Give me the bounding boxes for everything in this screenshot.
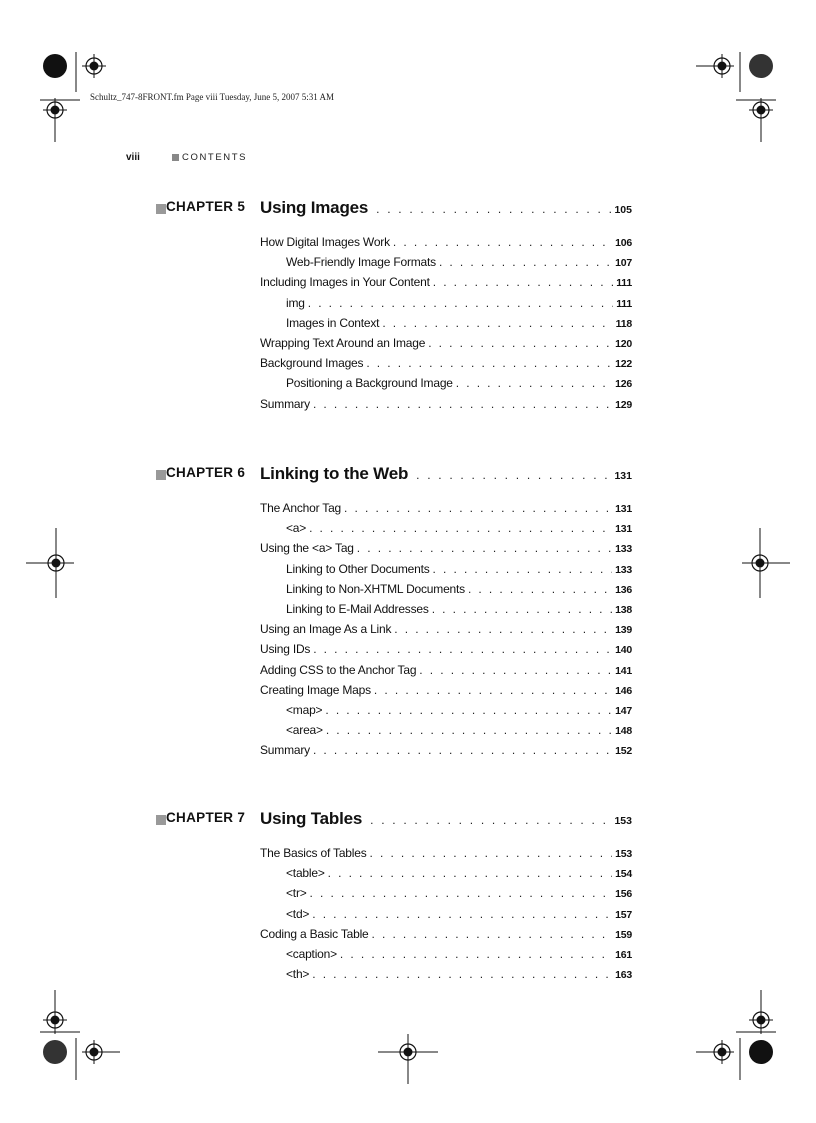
entry-title: Coding a Basic Table [260, 926, 369, 941]
toc-entry[interactable] [260, 272, 632, 292]
entry-page-number: 157 [615, 908, 632, 921]
leader-dots [308, 293, 613, 313]
leader-dots [366, 353, 612, 373]
chapter-page-number: 131 [614, 470, 632, 482]
chapter-marker-icon [156, 204, 166, 214]
entry-page-number: 161 [615, 948, 632, 961]
page-folio: viii [126, 152, 140, 163]
entry-title: Summary [260, 743, 310, 758]
entry-title: <table> [286, 866, 325, 881]
entry-title: Background Images [260, 356, 364, 371]
toc-subentry[interactable] [260, 964, 632, 984]
chapter-5 [0, 198, 816, 411]
chapter-label: CHAPTER 6 [166, 465, 246, 480]
section-marker-icon [172, 154, 179, 161]
leader-dots [357, 538, 612, 558]
leader-dots [428, 333, 612, 353]
toc-entry[interactable] [260, 619, 632, 639]
entry-title: Summary [260, 396, 310, 411]
leader-dots [456, 373, 612, 393]
leader-dots [419, 660, 612, 680]
chapter-marker-icon [156, 470, 166, 480]
chapter-title[interactable]: Linking to the Web [260, 464, 409, 483]
entry-title: Linking to E-Mail Addresses [286, 601, 429, 616]
leader-dots [312, 964, 612, 984]
leader-dots [394, 619, 612, 639]
toc-subentry[interactable] [260, 599, 632, 619]
toc-subentry[interactable] [260, 883, 632, 903]
toc-subentry[interactable] [260, 313, 632, 333]
registration-mark-top-right [696, 52, 776, 162]
toc-entry[interactable] [260, 924, 632, 944]
registration-mark-bottom-left [40, 990, 120, 1080]
toc-entry-list [260, 498, 632, 760]
chapter-heading [0, 464, 816, 486]
entry-title: Wrapping Text Around an Image [260, 335, 426, 350]
toc-subentry[interactable] [260, 579, 632, 599]
entry-page-number: 140 [615, 644, 632, 657]
entry-page-number: 153 [615, 848, 632, 860]
toc-entry-list [260, 232, 632, 414]
toc-entry[interactable] [260, 394, 632, 414]
leader-dots [312, 904, 612, 924]
leader-dots [393, 232, 612, 252]
leader-dots [439, 252, 612, 272]
entry-page-number: 133 [615, 543, 632, 556]
leader-dots [376, 202, 611, 216]
registration-mark-mid-right [730, 528, 790, 598]
toc-subentry[interactable] [260, 944, 632, 964]
chapter-label: CHAPTER 7 [166, 810, 246, 825]
entry-title: <td> [286, 906, 310, 921]
toc-entry[interactable] [260, 353, 632, 373]
entry-title: Including Images in Your Content [260, 275, 430, 290]
toc-subentry[interactable] [260, 373, 632, 393]
leader-dots [370, 813, 611, 827]
leader-dots [326, 720, 612, 740]
toc-entry[interactable] [260, 740, 632, 760]
entry-page-number: 146 [615, 684, 632, 697]
entry-title: <tr> [286, 886, 307, 901]
registration-mark-top-left [40, 52, 120, 162]
toc-subentry[interactable] [260, 559, 632, 579]
registration-mark-bottom-center [378, 1028, 438, 1088]
chapter-7 [0, 809, 816, 982]
toc-entry[interactable] [260, 680, 632, 700]
printer-slug: Schultz_747-8FRONT.fm Page viii Tuesday, June 5, 2007 5:31 AM [90, 92, 335, 102]
entry-page-number: 133 [615, 563, 632, 576]
entry-page-number: 136 [615, 583, 632, 596]
entry-title: Web-Friendly Image Formats [286, 255, 436, 270]
entry-page-number: 122 [615, 358, 632, 371]
toc-entry[interactable] [260, 660, 632, 680]
registration-mark-mid-left [26, 528, 86, 598]
leader-dots [340, 944, 612, 964]
entry-title: Positioning a Background Image [286, 376, 453, 391]
leader-dots [416, 468, 611, 482]
leader-dots [433, 272, 614, 292]
leader-dots [313, 639, 612, 659]
entry-title: <area> [286, 723, 323, 738]
toc-entry[interactable] [260, 538, 632, 558]
entry-page-number: 107 [615, 257, 632, 270]
leader-dots [372, 924, 613, 944]
leader-dots [328, 863, 612, 883]
leader-dots [382, 313, 612, 333]
leader-dots [433, 559, 613, 579]
toc-subentry[interactable] [260, 252, 632, 272]
toc-entry[interactable] [260, 843, 632, 863]
entry-title: How Digital Images Work [260, 235, 390, 249]
entry-title: Adding CSS to the Anchor Tag [260, 662, 417, 677]
toc-subentry[interactable] [260, 518, 632, 538]
toc-entry[interactable] [260, 232, 632, 252]
entry-page-number: 148 [615, 725, 632, 738]
toc-entry[interactable] [260, 333, 632, 353]
chapter-title[interactable]: Using Images [260, 198, 369, 217]
entry-title: The Basics of Tables [260, 846, 367, 860]
toc-entry-list [260, 843, 632, 984]
toc-subentry[interactable] [260, 700, 632, 720]
entry-page-number: 106 [615, 237, 632, 249]
entry-page-number: 138 [615, 603, 632, 616]
entry-page-number: 111 [616, 277, 632, 290]
leader-dots [313, 394, 612, 414]
entry-page-number: 152 [615, 745, 632, 758]
entry-page-number: 131 [615, 523, 632, 536]
entry-title: img [286, 295, 305, 310]
leader-dots [374, 680, 612, 700]
chapter-marker-icon [156, 815, 166, 825]
toc-subentry[interactable] [260, 904, 632, 924]
entry-page-number: 163 [615, 969, 632, 982]
toc-subentry[interactable] [260, 863, 632, 883]
toc-subentry[interactable] [260, 720, 632, 740]
toc-subentry[interactable] [260, 293, 632, 313]
chapter-heading [0, 809, 816, 831]
entry-title: Using the <a> Tag [260, 541, 354, 556]
entry-page-number: 139 [615, 624, 632, 637]
entry-title: <map> [286, 702, 323, 717]
chapter-title[interactable]: Using Tables [260, 809, 363, 828]
entry-page-number: 120 [615, 337, 632, 350]
toc-entry[interactable] [260, 498, 632, 518]
leader-dots [325, 700, 612, 720]
leader-dots [309, 518, 612, 538]
leader-dots [310, 883, 613, 903]
leader-dots [313, 740, 612, 760]
entry-page-number: 154 [615, 868, 632, 881]
chapter-6 [0, 464, 816, 758]
entry-page-number: 141 [615, 664, 632, 677]
toc-entry[interactable] [260, 639, 632, 659]
chapter-label: CHAPTER 5 [166, 199, 246, 214]
entry-page-number: 118 [615, 317, 632, 330]
leader-dots [468, 579, 612, 599]
running-head-label: CONTENTS [182, 152, 248, 163]
registration-mark-bottom-right [696, 990, 776, 1080]
entry-title: Linking to Non-XHTML Documents [286, 581, 465, 596]
entry-page-number: 126 [615, 378, 632, 391]
entry-title: <th> [286, 967, 310, 982]
entry-page-number: 129 [615, 398, 632, 411]
leader-dots [370, 843, 613, 863]
entry-title: The Anchor Tag [260, 501, 342, 515]
entry-page-number: 147 [615, 704, 632, 717]
leader-dots [344, 498, 612, 518]
leader-dots [432, 599, 612, 619]
entry-title: Using an Image As a Link [260, 622, 392, 637]
entry-page-number: 111 [616, 297, 632, 310]
entry-title: <caption> [286, 946, 337, 961]
entry-title: <a> [286, 521, 307, 536]
chapter-heading [0, 198, 816, 220]
entry-title: Linking to Other Documents [286, 561, 430, 576]
entry-page-number: 131 [615, 503, 632, 515]
chapter-page-number: 153 [614, 815, 632, 827]
chapter-page-number: 105 [614, 204, 632, 216]
entry-title: Using IDs [260, 642, 311, 657]
entry-page-number: 159 [615, 928, 632, 941]
entry-page-number: 156 [615, 888, 632, 901]
entry-title: Images in Context [286, 315, 380, 330]
entry-title: Creating Image Maps [260, 682, 371, 697]
